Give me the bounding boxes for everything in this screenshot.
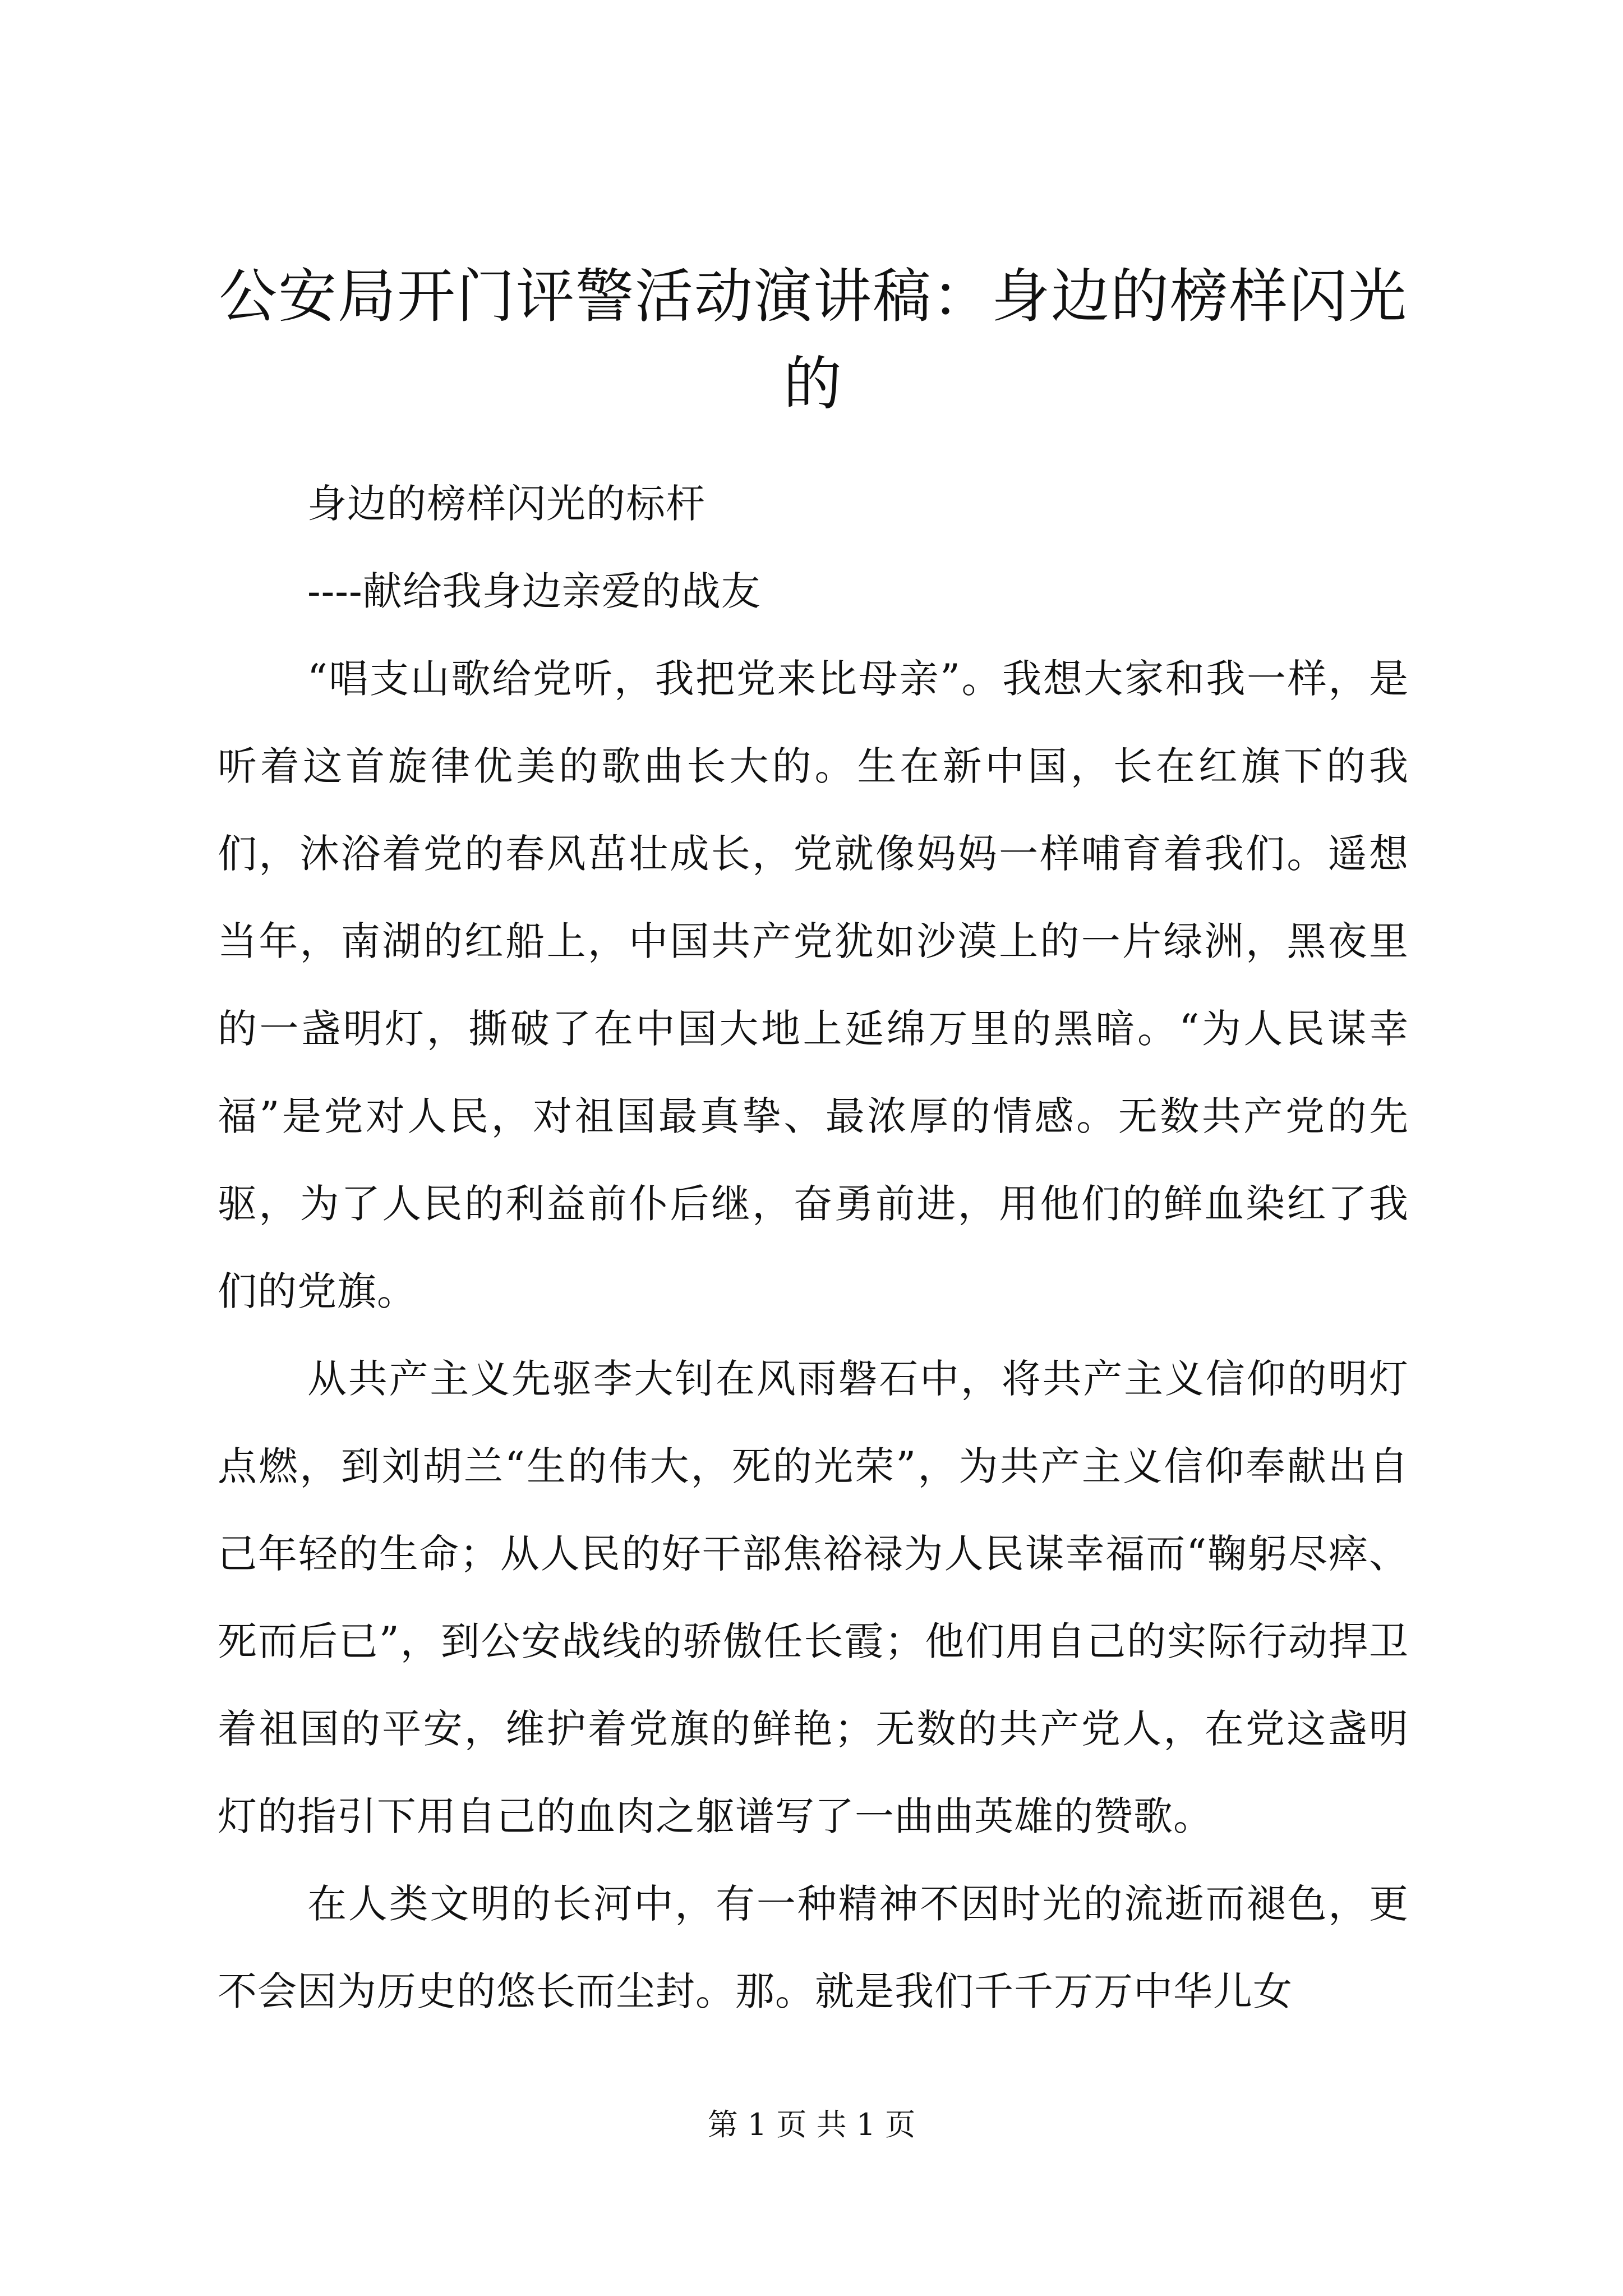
paragraph: “唱支山歌给党听，我把党来比母亲”。我想大家和我一样，是听着这首旋律优美的歌曲长大的。生在新中国，长在红旗下的我们，沐浴着党的春风茁壮成长，党就像妈妈一样哺育着我们。遥想当年，南湖的红船上，中国共产党犹如沙漠上的一片绿洲，黑夜里的一盏明灯，撕破了在中国大地上延绵万里的黑暗。“为人民谋幸福”是党对人民，对祖国最真挚、最浓厚的情感。无数共产党的先驱，为了人民的利益前仆后继，奋勇前进，用他们的鲜血染红了我们的党旗。 <box>218 656 1409 1314</box>
paragraph: 从共产主义先驱李大钊在风雨磐石中，将共产主义信仰的明灯点燃，到刘胡兰“生的伟大，死的光荣”，为共产主义信仰奉献出自己年轻的生命；从人民的好干部焦裕禄为人民谋幸福而“鞠躬尽瘁、死而后已”，到公安战线的骄傲任长霞；他们用自己的实际行动捍卫着祖国的平安，维护着党旗的鲜艳；无数的共产党人，在党这盏明灯的指引下用自己的血肉之躯谱写了一曲曲英雄的赞歌。 <box>218 1356 1409 1839</box>
paragraph: 在人类文明的长河中，有一种精神不因时光的流逝而褪色，更不会因为历史的悠长而尘封。那。就是我们千千万万中华儿女 <box>218 1881 1409 2014</box>
document-dedication: ----献给我身边亲爱的战友 <box>307 568 761 614</box>
page-footer: 第 1 页 共 1 页 <box>707 2107 916 2142</box>
document-subtitle: 身边的榜样闪光的标杆 <box>307 481 706 527</box>
document-title: 公安局开门评警活动演讲稿：身边的榜样闪光的 <box>218 262 1408 418</box>
document-body <box>218 460 1409 2035</box>
